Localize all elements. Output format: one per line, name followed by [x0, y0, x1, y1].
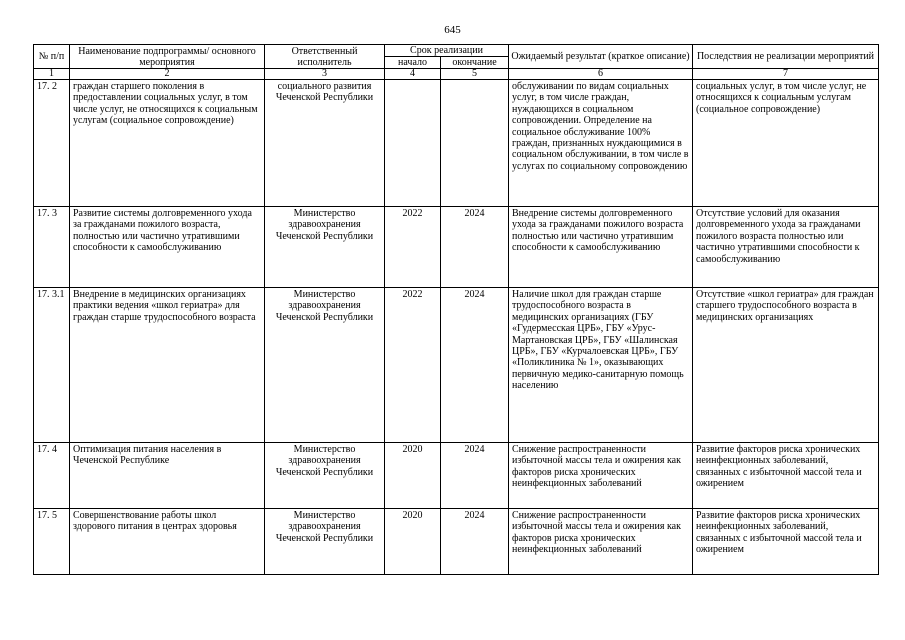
table-row: [34, 288, 879, 443]
row-name: Внедрение в медицинских организациях практики ведения «школ гериатра» для граждан старше трудоспособного возраста: [70, 288, 265, 443]
column-number: 6: [509, 69, 693, 80]
row-end: [441, 80, 509, 207]
column-number: 7: [693, 69, 879, 80]
page-number: 645: [444, 24, 461, 36]
table-header: [34, 45, 879, 80]
row-result: Снижение распространенности избыточной массы тела и ожирения как факторов риска хронических неинфекционных заболеваний: [509, 443, 693, 509]
row-executor: Министерство здравоохранения Чеченской Республики: [265, 207, 385, 288]
row-start: [385, 80, 441, 207]
header-end: окончание: [441, 57, 509, 69]
column-number: 3: [265, 69, 385, 80]
row-name: Оптимизация питания населения в Чеченской Республике: [70, 443, 265, 509]
row-result: Снижение распространенности избыточной массы тела и ожирения как факторов риска хронических неинфекционных заболеваний: [509, 509, 693, 575]
header-num: № п/п: [34, 45, 70, 69]
table-row: [34, 509, 879, 575]
row-executor: Министерство здравоохранения Чеченской Республики: [265, 443, 385, 509]
row-num: 17. 2: [34, 80, 70, 207]
row-consequences: социальных услуг, в том числе услуг, не относящихся к социальным услугам (социальное сопровождение): [693, 80, 879, 207]
header-result: Ожидаемый результат (краткое описание): [509, 45, 693, 69]
header-start: начало: [385, 57, 441, 69]
row-end: 2024: [441, 443, 509, 509]
header-period: Срок реализации: [385, 45, 509, 57]
row-result: обслуживании по видам социальных услуг, в том числе граждан, нуждающихся в социальном сопровождении. Определение на социальное обслуживание 100% граждан, признанных нуждающимися в социальном обслуживании, в том числе в услугах по социальному сопровождению: [509, 80, 693, 207]
row-consequences: Развитие факторов риска хронических неинфекционных заболеваний, связанных с избыточной массой тела и ожирением: [693, 443, 879, 509]
header-consequences: Последствия не реализации мероприятий: [693, 45, 879, 69]
column-number: 1: [34, 69, 70, 80]
row-start: 2020: [385, 509, 441, 575]
row-executor: Министерство здравоохранения Чеченской Республики: [265, 288, 385, 443]
row-executor: социального развития Чеченской Республики: [265, 80, 385, 207]
column-number: 4: [385, 69, 441, 80]
row-start: 2020: [385, 443, 441, 509]
row-name: Совершенствование работы школ здорового питания в центрах здоровья: [70, 509, 265, 575]
header-executor: Ответственный исполнитель: [265, 45, 385, 69]
row-consequences: Отсутствие «школ гериатра» для граждан старшего трудоспособного возраста в медицинских организациях: [693, 288, 879, 443]
row-executor: Министерство здравоохранения Чеченской Республики: [265, 509, 385, 575]
row-name: Развитие системы долговременного ухода за гражданами пожилого возраста, полностью или частично утратившими способности к самообслуживанию: [70, 207, 265, 288]
row-num: 17. 3: [34, 207, 70, 288]
row-num: 17. 4: [34, 443, 70, 509]
row-num: 17. 3.1: [34, 288, 70, 443]
row-end: 2024: [441, 288, 509, 443]
row-consequences: Отсутствие условий для оказания долговременного ухода за гражданами пожилого возраста полностью или частично утратившими способности к самообслуживанию: [693, 207, 879, 288]
program-activities-table: [33, 44, 879, 575]
row-start: 2022: [385, 207, 441, 288]
table-row: [34, 207, 879, 288]
row-result: Наличие школ для граждан старше трудоспособного возраста в медицинских организациях (ГБУ «Гудермесская ЦРБ», ГБУ «Урус-Мартановская ЦРБ», ГБУ «Шалинская ЦРБ», ГБУ «Курчалоевская ЦРБ», ГБУ «Поликлиника № 1», оказывающих первичную медико-санитарную помощь населению: [509, 288, 693, 443]
row-end: 2024: [441, 509, 509, 575]
row-start: 2022: [385, 288, 441, 443]
table-row: [34, 80, 879, 207]
row-consequences: Развитие факторов риска хронических неинфекционных заболеваний, связанных с избыточной массой тела и ожирением: [693, 509, 879, 575]
row-name: граждан старшего поколения в предоставлении социальных услуг, в том числе услуг, не относящихся к социальным услугам (социальное сопровождение): [70, 80, 265, 207]
column-number-row: [34, 69, 879, 80]
column-number: 2: [70, 69, 265, 80]
header-name: Наименование подпрограммы/ основного мероприятия: [70, 45, 265, 69]
table-row: [34, 443, 879, 509]
row-end: 2024: [441, 207, 509, 288]
row-num: 17. 5: [34, 509, 70, 575]
row-result: Внедрение системы долговременного ухода за гражданами пожилого возраста полностью или частично утратившим способности к самообслуживанию: [509, 207, 693, 288]
column-number: 5: [441, 69, 509, 80]
